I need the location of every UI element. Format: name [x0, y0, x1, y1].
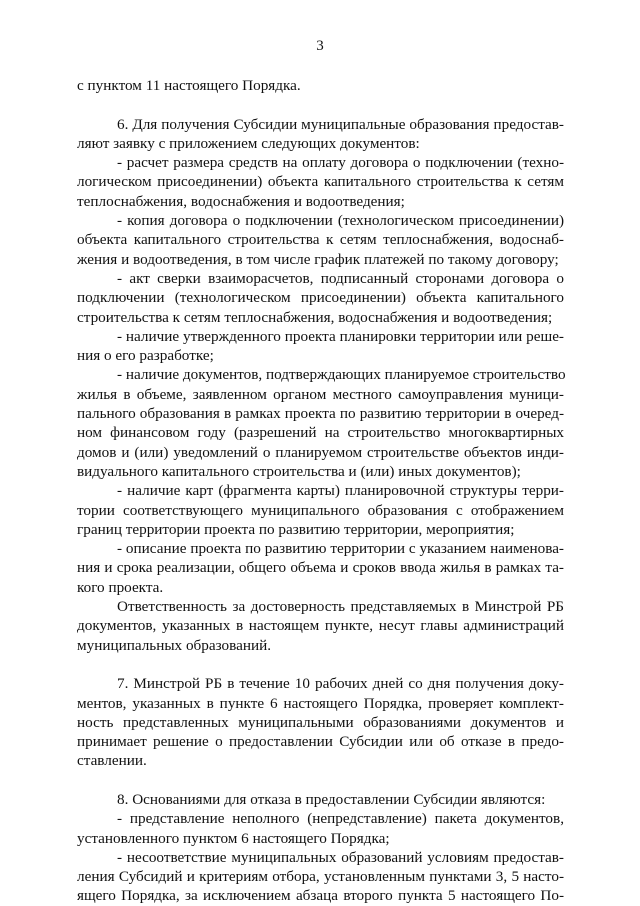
text-line: ящего Порядка, за исключением абзаца второго пункта 5 настоящего По-: [77, 887, 564, 905]
text-line: 6. Для получения Субсидии муниципальные образования предостав-: [117, 115, 564, 133]
text-line: подключении (технологическом присоединении) объекта капитального: [77, 289, 564, 307]
text-line: ляют заявку с приложением следующих документов:: [77, 134, 420, 152]
page-number: 3: [316, 38, 324, 54]
text-line: ния и срока реализации, общего объема и сроков ввода жилья в рамках та-: [77, 559, 564, 577]
text-line: принимает решение о предоставлении Субсидии или об отказе в предо-: [77, 733, 564, 751]
text-line: 8. Основаниями для отказа в предоставлении Субсидии являются:: [117, 790, 546, 808]
text-line: - акт сверки взаиморасчетов, подписанный сторонами договора о: [117, 269, 564, 287]
text-line: кого проекта.: [77, 578, 164, 596]
text-line: строительства к сетям теплоснабжения, водоснабжения и водоотведения;: [77, 308, 553, 326]
text-line: - расчет размера средств на оплату договора о подключении (техно-: [117, 154, 564, 172]
text-line: - наличие документов, подтверждающих планируемое строительство: [117, 366, 566, 384]
text-line: ментов, указанных в пункте 6 настоящего Порядка, проверяет комплект-: [77, 694, 564, 712]
paragraph-gap: [77, 655, 564, 674]
text-line: - наличие утвержденного проекта планировки территории или реше-: [117, 327, 564, 345]
paragraph-gap: [77, 95, 564, 114]
text-line: с пунктом 11 настоящего Порядка.: [77, 77, 301, 94]
text-line: жилья в объеме, заявленном органом местного самоуправления муници-: [77, 385, 564, 403]
text-line: установленного пунктом 6 настоящего Порядка;: [77, 829, 390, 847]
text-line: - наличие карт (фрагмента карты) планировочной структуры терри-: [117, 482, 564, 500]
document-body: [77, 76, 564, 906]
text-line: Ответственность за достоверность представляемых в Минстрой РБ: [117, 598, 564, 616]
text-line: ния о его разработке;: [77, 347, 214, 365]
text-line: тории соответствующего муниципального образования с отображением: [77, 501, 564, 519]
text-line: логическом присоединении) объекта капитального строительства к сетям: [77, 173, 564, 191]
text-line: домов и (или) уведомлений о планируемом строительстве объектов инди-: [77, 443, 564, 461]
text-line: ном финансовом году (разрешений на строительство многоквартирных: [77, 424, 564, 442]
text-line: ления Субсидий и критериям отбора, установленным пунктами 3, 5 насто-: [77, 868, 564, 886]
text-line: теплоснабжения, водоснабжения и водоотведения;: [77, 192, 405, 210]
text-line: ставлении.: [77, 752, 147, 770]
text-line: ность представленных муниципальными образованиями документов и: [77, 713, 564, 731]
text-line: жения и водоотведения, в том числе график платежей по такому договору;: [77, 250, 559, 268]
text-line: 7. Минстрой РБ в течение 10 рабочих дней со дня получения доку-: [117, 675, 564, 693]
paragraph-gap: [77, 771, 564, 790]
text-line: пального образования в рамках проекта по развитию территории в очеред-: [77, 405, 564, 423]
text-line: - представление неполного (непредставление) пакета документов,: [117, 810, 564, 828]
text-line: объекта капитального строительства к сетям теплоснабжения, водоснаб-: [77, 231, 564, 249]
text-line: документов, указанных в настоящем пункте, несут главы администраций: [77, 617, 564, 635]
text-line: - описание проекта по развитию территории с указанием наименова-: [117, 540, 564, 558]
text-line: видуального капитального строительства и (или) иных документов);: [77, 462, 521, 480]
text-line: границ территории проекта по развитию территории, мероприятия;: [77, 520, 515, 538]
text-line: - несоответствие муниципальных образований условиям предостав-: [117, 848, 564, 866]
text-line: муниципальных образований.: [77, 636, 271, 654]
text-line: - копия договора о подключении (технологическом присоединении): [117, 212, 564, 230]
